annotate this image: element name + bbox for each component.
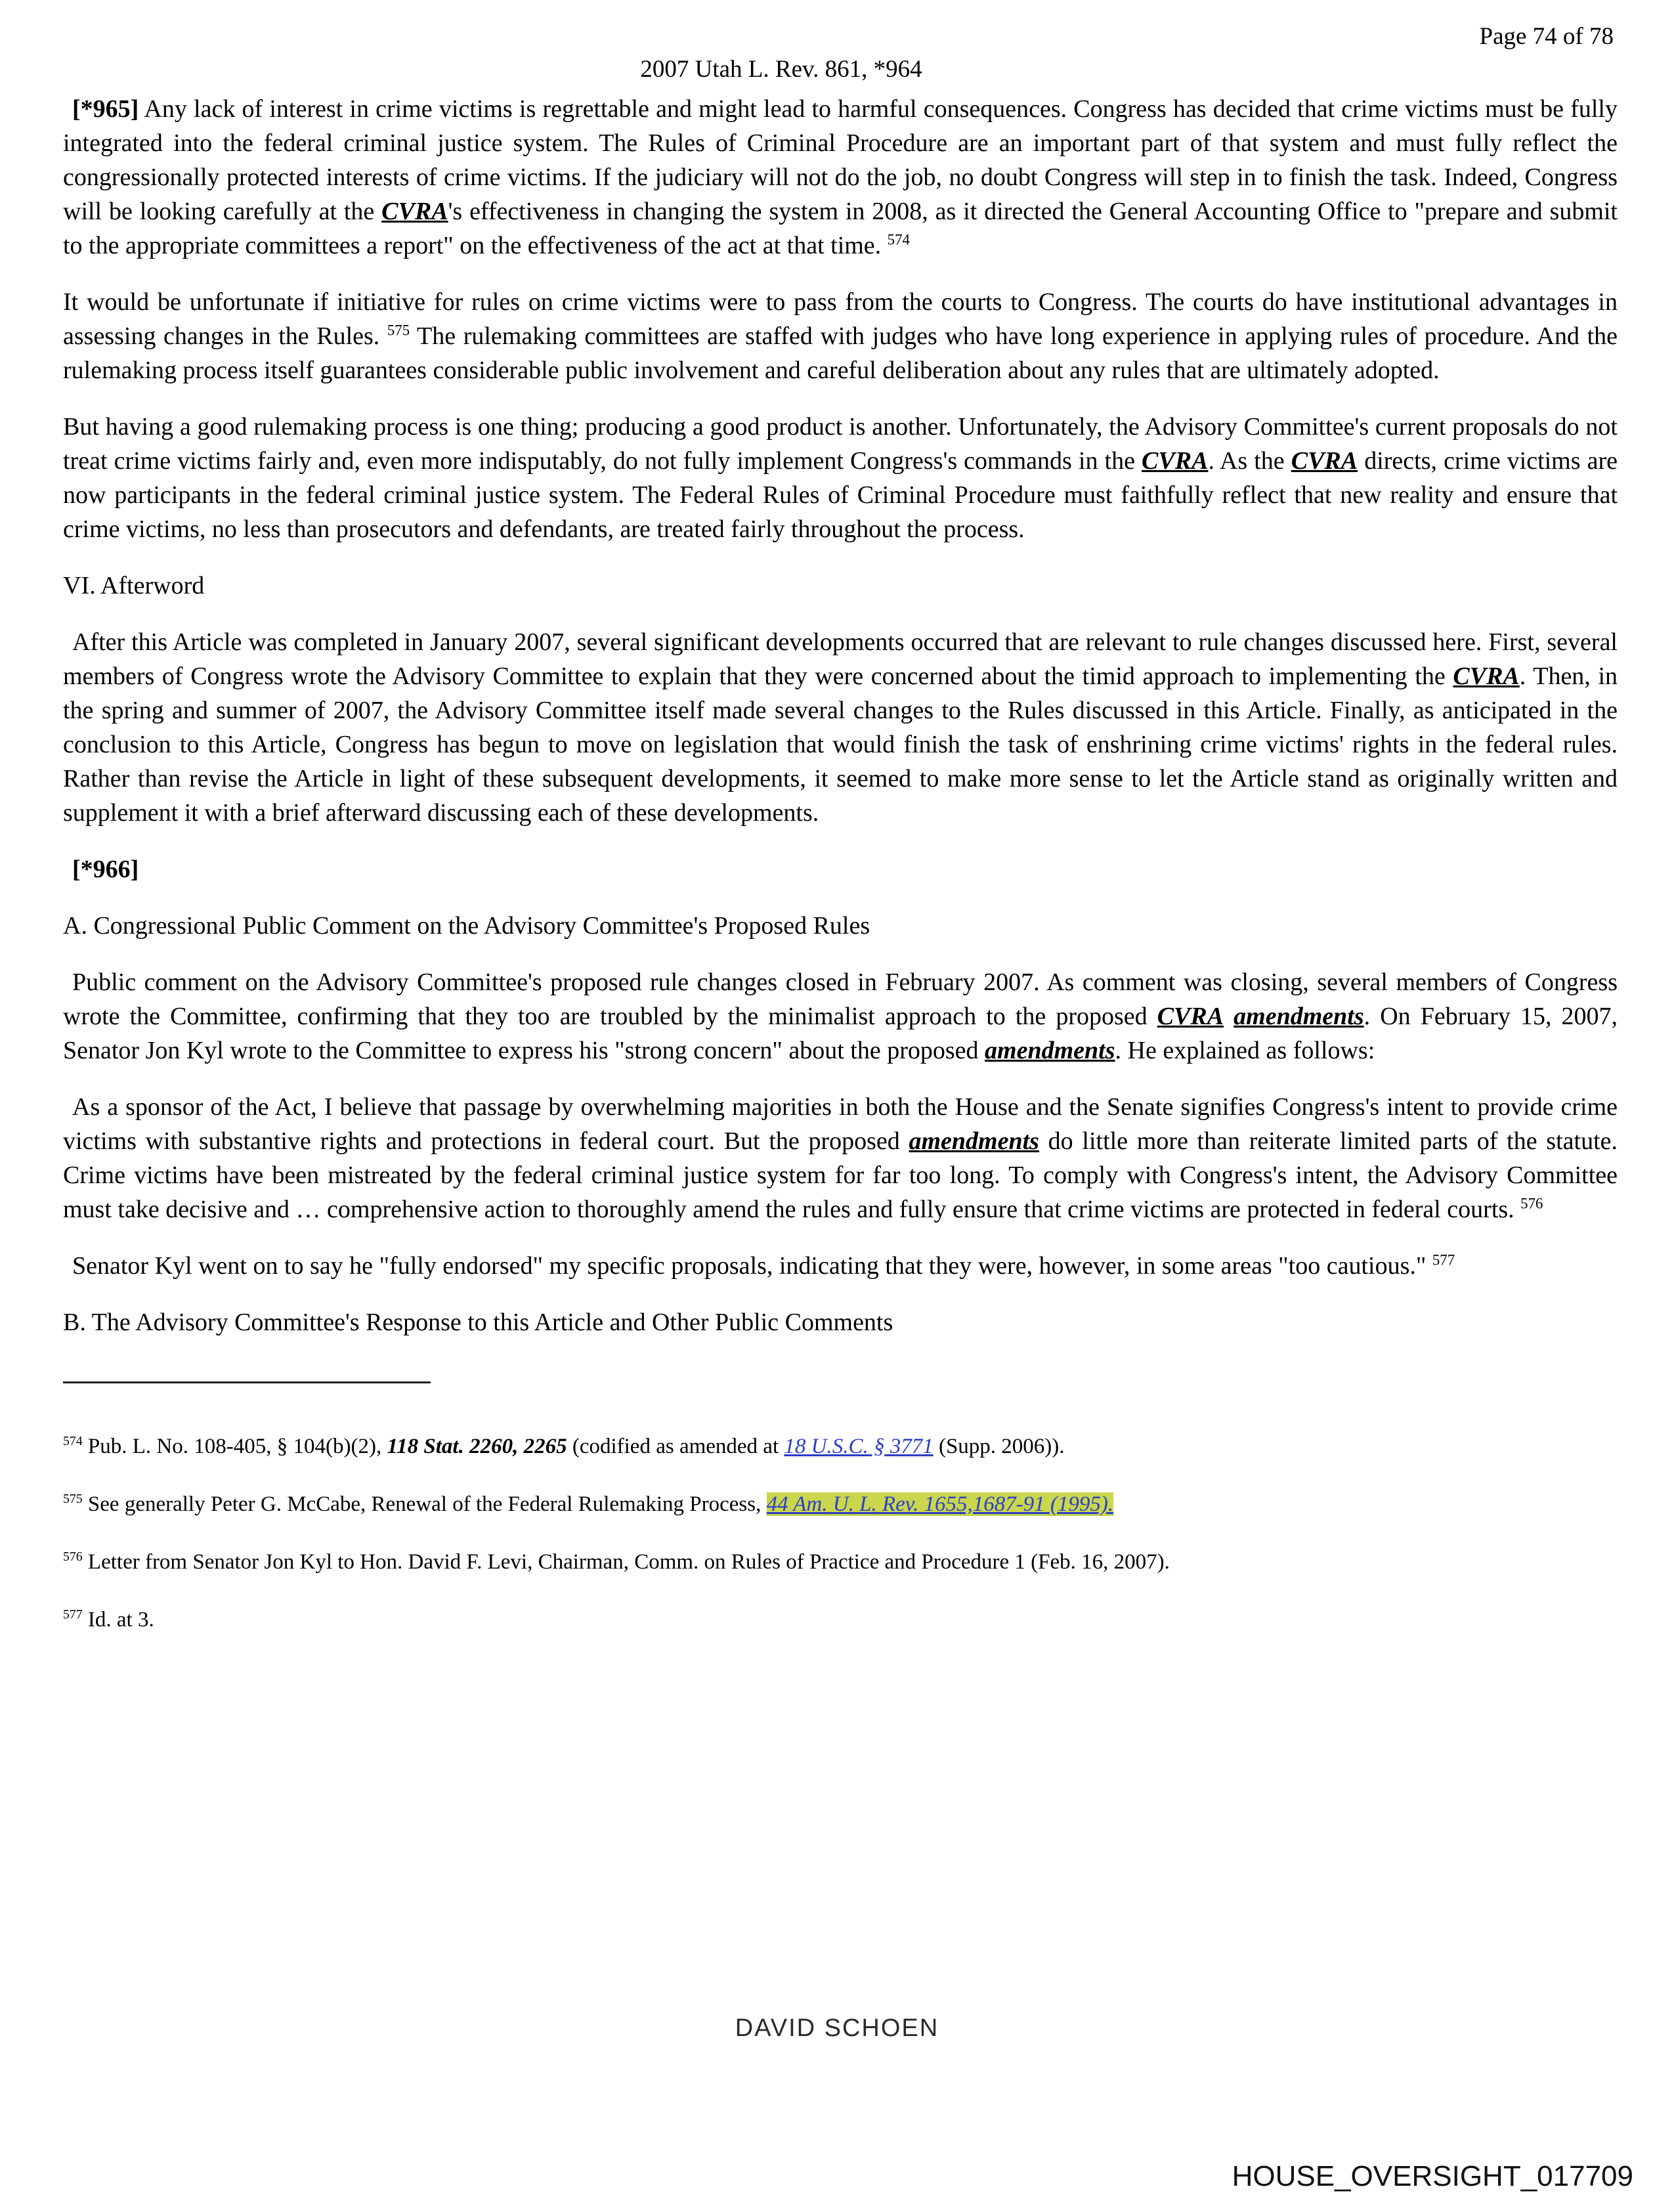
text-run: Senator Kyl went on to say he "fully endorsed" my specific proposals, indicating that they were, however, in some areas "too cautious.": [72, 1252, 1432, 1280]
section-heading-afterword: [63, 569, 1618, 603]
text-run: B. The Advisory Committee's Response to this Article and Other Public Comments: [63, 1309, 893, 1336]
text-run: As a sponsor of the Act, I believe that passage by overwhelming majorities in both the House and the Senate signifies Congress's intent to provide crime victims with substantive rights and protections in federal court. But the proposed: [63, 1093, 1618, 1155]
document-body: [63, 92, 1618, 1663]
text-run: Letter from Senator Jon Kyl to Hon. David F. Levi, Chairman, Comm. on Rules of Practice and Procedure 1 (Feb. 16, 2007).: [82, 1550, 1170, 1574]
text-run: CVRA: [381, 198, 448, 225]
footnote-ref: 577: [63, 1607, 83, 1622]
paragraph: [63, 285, 1618, 387]
footnote-ref: 574: [63, 1434, 83, 1448]
text-run: Id. at 3.: [82, 1608, 154, 1632]
text-run: CVRA: [1291, 447, 1358, 475]
text-run: amendments: [909, 1127, 1039, 1155]
text-run: . As the: [1208, 447, 1291, 475]
text-run: amendments: [1234, 1003, 1364, 1030]
paragraph: [63, 965, 1618, 1068]
bates-stamp: HOUSE_OVERSIGHT_017709: [1232, 2160, 1633, 2192]
text-run: The rulemaking committees are staffed with judges who have long experience in applying rules of procedure. And the rulemaking process itself guarantees considerable public involvement and careful deliberation about any rules that are ultimately adopted.: [63, 322, 1618, 384]
footnote: [63, 1605, 1618, 1634]
text-run: VI. Afterword: [63, 572, 205, 599]
text-run: . He explained as follows:: [1115, 1037, 1375, 1064]
text-run: 118 Stat. 2260, 2265: [387, 1435, 567, 1458]
footnote: [63, 1490, 1618, 1519]
text-run: See generally Peter G. McCabe, Renewal of the Federal Rulemaking Process,: [82, 1492, 767, 1516]
author-name: DAVID SCHOEN: [735, 2014, 939, 2042]
footnote-ref: 575: [387, 322, 410, 339]
text-run: . On February 15, 2007, Senator Jon Kyl wrote to the Committee to express his "strong concern" about the proposed: [63, 1003, 1618, 1064]
text-run: do little more than reiterate limited parts of the statute. Crime victims have been mistreated by the federal criminal justice system for far too long. To comply with Congress's intent, the Advisory Committee must take decisive and … comprehensive action to thoroughly amend the rules and fully ensure that crime victims are protected in federal courts.: [63, 1127, 1618, 1223]
footnote: [63, 1432, 1618, 1461]
inline-link[interactable]: 18 U.S.C. § 3771: [784, 1435, 934, 1458]
footnote: [63, 1548, 1618, 1576]
text-run: [*965]: [72, 95, 139, 123]
paragraph: [63, 1249, 1618, 1283]
text-run: CVRA: [1157, 1003, 1224, 1030]
text-run: A. Congressional Public Comment on the Advisory Committee's Proposed Rules: [63, 912, 870, 940]
text-run: It would be unfortunate if initiative for rules on crime victims were to pass from the courts to Congress. The courts do have institutional advantages in assessing changes in the Rules.: [63, 288, 1618, 350]
section-heading-a: [63, 909, 1618, 943]
footnote-separator: [63, 1381, 431, 1383]
text-run: But having a good rulemaking process is one thing; producing a good product is another. Unfortunately, the Advisory Committee's current proposals do not treat crime victims fairly and, even more indisputably, do not fully implement Congress's commands in the: [63, 413, 1618, 475]
inline-link[interactable]: 44 Am. U. L. Rev. 1655,1687-91 (1995).: [766, 1492, 1114, 1516]
section-heading-b: [63, 1305, 1618, 1339]
text-run: (codified as amended at: [567, 1435, 784, 1458]
paragraph: [63, 92, 1618, 263]
footnote-ref: 575: [63, 1492, 83, 1506]
text-run: [*966]: [72, 856, 139, 883]
page-indicator: Page 74 of 78: [1479, 23, 1614, 50]
text-run: amendments: [985, 1037, 1115, 1064]
document-citation-header: 2007 Utah L. Rev. 861, *964: [640, 56, 922, 83]
text-run: 's effectiveness in changing the system in 2008, as it directed the General Accounting Office to "prepare and submit to the appropriate committees a report" on the effectiveness of the act at that time.: [63, 198, 1618, 259]
text-run: (Supp. 2006)).: [933, 1435, 1065, 1458]
footnote-ref: 577: [1432, 1251, 1455, 1269]
paragraph: [63, 625, 1618, 830]
footnotes-section: [63, 1432, 1618, 1634]
footnote-ref: 576: [1520, 1195, 1543, 1212]
text-run: CVRA: [1142, 447, 1209, 475]
page-marker: [63, 852, 1618, 886]
text-run: Any lack of interest in crime victims is regrettable and might lead to harmful consequences. Congress has decided that crime victims must be fully integrated into the federal criminal justice system. The Rules of Criminal Procedure are an important part of that system and must fully reflect the congressionally protected interests of crime victims. If the judiciary will not do the job, no doubt Congress will step in to finish the task. Indeed, Congress will be looking carefully at the: [63, 95, 1618, 225]
text-run: Public comment on the Advisory Committee's proposed rule changes closed in February 2007. As comment was closing, several members of Congress wrote the Committee, confirming that they too are troubled by the minimalist approach to the proposed: [63, 968, 1618, 1030]
text-run: After this Article was completed in January 2007, several significant developments occurred that are relevant to rule changes discussed here. First, several members of Congress wrote the Advisory Committee to explain that they were concerned about the timid approach to implementing the: [63, 628, 1618, 690]
text-run: Pub. L. No. 108-405, § 104(b)(2),: [82, 1435, 387, 1458]
footnote-ref: 574: [887, 231, 910, 248]
text-run: [1224, 1003, 1234, 1030]
paragraph: [63, 410, 1618, 546]
text-run: CVRA: [1453, 662, 1520, 690]
text-run: directs, crime victims are now participants in the federal criminal justice system. The Federal Rules of Criminal Procedure must faithfully reflect that new reality and ensure that crime victims, no less than prosecutors and defendants, are treated fairly throughout the process.: [63, 447, 1618, 543]
block-quote-paragraph: [63, 1090, 1618, 1226]
footnote-ref: 576: [63, 1550, 83, 1564]
text-run: . Then, in the spring and summer of 2007, the Advisory Committee itself made several changes to the Rules discussed in this Article. Finally, as anticipated in the conclusion to this Article, Congress has begun to move on legislation that would finish the task of enshrining crime victims' rights in the federal rules. Rather than revise the Article in light of these subsequent developments, it seemed to make more sense to let the Article stand as originally written and supplement it with a brief afterward discussing each of these developments.: [63, 662, 1618, 827]
